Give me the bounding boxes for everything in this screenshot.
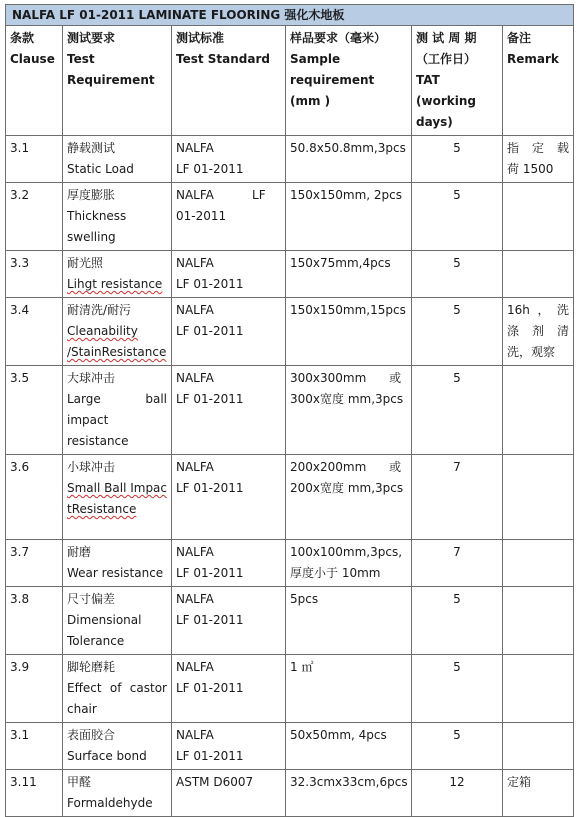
cell-sample: 150x150mm, 2pcs	[286, 183, 412, 251]
table-row	[6, 251, 574, 298]
cell-sample: 50x50mm, 4pcs	[286, 723, 412, 770]
cell-tat: 7	[412, 540, 503, 587]
table-row	[6, 770, 574, 817]
cell-sample: 300x300mm 或 300x宽度 mm,3pcs	[286, 366, 412, 455]
cell-remark	[503, 723, 574, 770]
table-row	[6, 655, 574, 723]
cell-test-requirement: 甲醛 Formaldehyde	[63, 770, 172, 817]
cell-test-standard: NALFA LF 01-2011	[172, 540, 286, 587]
cell-clause: 3.8	[6, 587, 63, 655]
cell-test-requirement: 小球冲击 Small Ball ImpactResistance	[63, 455, 172, 540]
cell-test-requirement: 耐光照 Lihgt resistance	[63, 251, 172, 298]
cell-test-requirement: 脚轮磨耗 Effect of castor chair	[63, 655, 172, 723]
cell-test-requirement: 耐磨 Wear resistance	[63, 540, 172, 587]
cell-test-requirement: 厚度膨胀 Thickness swelling	[63, 183, 172, 251]
cell-clause: 3.11	[6, 770, 63, 817]
cell-test-standard: NALFA LF 01-2011	[172, 136, 286, 183]
cell-test-requirement: 表面胶合 Surface bond	[63, 723, 172, 770]
cell-sample: 150x75mm,4pcs	[286, 251, 412, 298]
cell-test-requirement: 耐清洗/耐污 Cleanability /StainResistance	[63, 298, 172, 366]
cell-clause: 3.6	[6, 455, 63, 540]
cell-remark: 定箱	[503, 770, 574, 817]
cell-test-standard: NALFA LF 01-2011	[172, 655, 286, 723]
cell-tat: 5	[412, 655, 503, 723]
cell-tat: 5	[412, 298, 503, 366]
cell-sample: 1 ㎡	[286, 655, 412, 723]
cell-clause: 3.2	[6, 183, 63, 251]
cell-clause: 3.4	[6, 298, 63, 366]
document	[5, 4, 573, 817]
table-row	[6, 183, 574, 251]
cell-remark	[503, 655, 574, 723]
cell-sample: 100x100mm,3pcs, 厚度小于 10mm	[286, 540, 412, 587]
cell-clause: 3.7	[6, 540, 63, 587]
cell-remark: 指 定 载 荷 1500	[503, 136, 574, 183]
table-title: NALFA LF 01-2011 LAMINATE FLOORING 强化木地板	[6, 5, 574, 26]
table-row	[6, 540, 574, 587]
table-row	[6, 587, 574, 655]
cell-tat: 12	[412, 770, 503, 817]
cell-tat: 5	[412, 136, 503, 183]
cell-test-standard: NALFA LF 01-2011	[172, 723, 286, 770]
cell-clause: 3.1	[6, 723, 63, 770]
header-test-standard: 测试标准 Test Standard	[172, 26, 286, 136]
cell-sample: 200x200mm 或 200x宽度 mm,3pcs	[286, 455, 412, 540]
table-row	[6, 723, 574, 770]
header-sample: 样品要求（毫米） Sample requirement (mm )	[286, 26, 412, 136]
cell-remark	[503, 455, 574, 540]
cell-tat: 5	[412, 587, 503, 655]
cell-remark	[503, 183, 574, 251]
cell-sample: 50.8x50.8mm,3pcs	[286, 136, 412, 183]
cell-remark	[503, 587, 574, 655]
cell-tat: 7	[412, 455, 503, 540]
cell-test-standard: NALFA LF 01-2011	[172, 298, 286, 366]
test-table	[5, 4, 574, 817]
cell-clause: 3.5	[6, 366, 63, 455]
cell-test-requirement: 尺寸偏差 Dimensional Tolerance	[63, 587, 172, 655]
header-row	[6, 26, 574, 136]
cell-tat: 5	[412, 251, 503, 298]
cell-test-standard: ASTM D6007	[172, 770, 286, 817]
cell-test-standard: NALFA LF 01-2011	[172, 455, 286, 540]
table-row	[6, 455, 574, 540]
cell-tat: 5	[412, 183, 503, 251]
header-remark: 备注 Remark	[503, 26, 574, 136]
cell-clause: 3.1	[6, 136, 63, 183]
header-tat: 测 试 周 期 （工作日） TAT (working days)	[412, 26, 503, 136]
header-test-requirement: 测试要求 Test Requirement	[63, 26, 172, 136]
cell-test-standard: NALFA LF 01-2011	[172, 587, 286, 655]
table-row	[6, 298, 574, 366]
cell-test-standard: NALFA LF 01-2011	[172, 366, 286, 455]
cell-remark	[503, 540, 574, 587]
cell-test-standard: NALFA LF 01-2011	[172, 183, 286, 251]
cell-remark	[503, 366, 574, 455]
cell-clause: 3.9	[6, 655, 63, 723]
cell-test-requirement: 静载测试 Static Load	[63, 136, 172, 183]
table-row	[6, 136, 574, 183]
header-clause: 条款 Clause	[6, 26, 63, 136]
cell-remark	[503, 251, 574, 298]
cell-tat: 5	[412, 366, 503, 455]
cell-test-standard: NALFA LF 01-2011	[172, 251, 286, 298]
cell-sample: 150x150mm,15pcs	[286, 298, 412, 366]
cell-test-requirement: 大球冲击 Large ball impact resistance	[63, 366, 172, 455]
cell-tat: 5	[412, 723, 503, 770]
cell-remark: 16h，洗 涤 剂 清 洗，观察	[503, 298, 574, 366]
table-row	[6, 366, 574, 455]
cell-sample: 5pcs	[286, 587, 412, 655]
cell-sample: 32.3cmx33cm,6pcs	[286, 770, 412, 817]
cell-clause: 3.3	[6, 251, 63, 298]
